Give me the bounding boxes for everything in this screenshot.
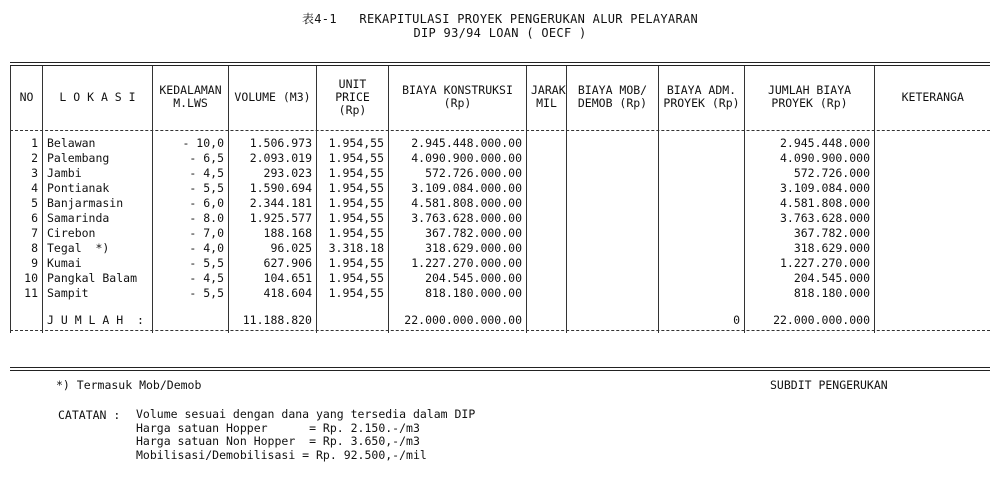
cell-no: 2 bbox=[11, 151, 43, 166]
cell-unit-price: 1.954,55 bbox=[317, 136, 389, 151]
cell-no: 11 bbox=[11, 286, 43, 301]
table-row bbox=[11, 181, 991, 196]
cell-lokasi: Palembang bbox=[43, 151, 153, 166]
cell-biaya-konstruksi: 204.545.000.00 bbox=[389, 271, 527, 286]
cell-keterangan bbox=[875, 226, 991, 241]
col-lokasi: L O K A S I bbox=[43, 66, 153, 128]
col-kedalaman: KEDALAMAN M.LWS bbox=[153, 66, 229, 128]
cell-volume: 2.093.019 bbox=[229, 151, 317, 166]
cell-unit-price: 1.954,55 bbox=[317, 256, 389, 271]
cell-biaya-mob bbox=[567, 241, 659, 256]
col-keterangan: KETERANGA bbox=[875, 66, 991, 128]
table-row bbox=[11, 271, 991, 286]
cell-unit-price: 1.954,55 bbox=[317, 166, 389, 181]
table-row bbox=[11, 256, 991, 271]
cell-kedalaman: - 4,5 bbox=[153, 271, 229, 286]
catatan-line: Harga satuan Hopper = Rp. 2.150.-/m3 bbox=[136, 420, 420, 435]
cell-no: 8 bbox=[11, 241, 43, 256]
bottom-double-rule bbox=[10, 367, 990, 371]
cell-biaya-konstruksi: 3.763.628.000.00 bbox=[389, 211, 527, 226]
table-number: 表4-1 bbox=[301, 12, 337, 26]
cell-biaya-mob bbox=[567, 301, 659, 333]
cell-biaya-mob bbox=[567, 151, 659, 166]
cell-kedalaman: - 7,0 bbox=[153, 226, 229, 241]
cell-unit-price: 1.954,55 bbox=[317, 226, 389, 241]
cell-no: 6 bbox=[11, 211, 43, 226]
cell-biaya-konstruksi: 2.945.448.000.00 bbox=[389, 136, 527, 151]
cell-jarak bbox=[527, 271, 567, 286]
cell-biaya-mob bbox=[567, 196, 659, 211]
cell-jarak bbox=[527, 181, 567, 196]
cell-jumlah-biaya: 367.782.000 bbox=[745, 226, 875, 241]
cell-biaya-mob bbox=[567, 286, 659, 301]
col-no: NO bbox=[11, 66, 43, 128]
cell-keterangan bbox=[875, 271, 991, 286]
cell-unit-price: 3.318.18 bbox=[317, 241, 389, 256]
cell-no: 7 bbox=[11, 226, 43, 241]
cell-unit-price bbox=[317, 301, 389, 333]
cell-jarak bbox=[527, 211, 567, 226]
cell-kedalaman: - 10,0 bbox=[153, 136, 229, 151]
col-volume: VOLUME (M3) bbox=[229, 66, 317, 128]
table-row bbox=[11, 226, 991, 241]
col-unit-price: UNIT PRICE (Rp) bbox=[317, 66, 389, 128]
cell-jarak bbox=[527, 196, 567, 211]
document-subtitle: DIP 93/94 LOAN ( OECF ) bbox=[413, 26, 587, 40]
cell-biaya-konstruksi: 4.090.900.000.00 bbox=[389, 151, 527, 166]
cell-biaya-adm bbox=[659, 256, 745, 271]
col-biaya-adm: BIAYA ADM. PROYEK (Rp) bbox=[659, 66, 745, 128]
catatan-line: Mobilisasi/Demobilisasi = Rp. 92.500,-/mil bbox=[136, 447, 427, 462]
col-biaya-konstruksi: BIAYA KONSTRUKSI (Rp) bbox=[389, 66, 527, 128]
cell-kedalaman: - 5,5 bbox=[153, 286, 229, 301]
cell-keterangan bbox=[875, 166, 991, 181]
cell-biaya-adm bbox=[659, 196, 745, 211]
catatan-line: Volume sesuai dengan dana yang tersedia dalam DIP bbox=[136, 407, 476, 421]
total-jumlah-biaya: 22.000.000.000 bbox=[745, 301, 875, 333]
title-text: REKAPITULASI PROYEK PENGERUKAN ALUR PELAYARAN bbox=[359, 12, 699, 26]
cell-biaya-konstruksi: 318.629.000.00 bbox=[389, 241, 527, 256]
cell-jumlah-biaya: 572.726.000 bbox=[745, 166, 875, 181]
cell-jarak bbox=[527, 241, 567, 256]
col-jumlah-biaya: JUMLAH BIAYA PROYEK (Rp) bbox=[745, 66, 875, 128]
cell-kedalaman: - 5,5 bbox=[153, 256, 229, 271]
cell-kedalaman bbox=[153, 301, 229, 333]
cell-kedalaman: - 6,0 bbox=[153, 196, 229, 211]
cell-unit-price: 1.954,55 bbox=[317, 211, 389, 226]
cell-volume: 2.344.181 bbox=[229, 196, 317, 211]
table-row bbox=[11, 196, 991, 211]
cell-unit-price: 1.954,55 bbox=[317, 151, 389, 166]
cell-biaya-konstruksi: 367.782.000.00 bbox=[389, 226, 527, 241]
cell-biaya-mob bbox=[567, 136, 659, 151]
col-jarak: JARAK MIL bbox=[527, 66, 567, 128]
cell-volume: 627.906 bbox=[229, 256, 317, 271]
cell-lokasi: Samarinda bbox=[43, 211, 153, 226]
cell-no: 5 bbox=[11, 196, 43, 211]
subdit-signature: SUBDIT PENGERUKAN bbox=[770, 378, 888, 392]
cell-lokasi: Banjarmasin bbox=[43, 196, 153, 211]
cell-lokasi: Tegal *) bbox=[43, 241, 153, 256]
table-row bbox=[11, 151, 991, 166]
cell-keterangan bbox=[875, 136, 991, 151]
cell-volume: 1.925.577 bbox=[229, 211, 317, 226]
table-row bbox=[11, 286, 991, 301]
cell-volume: 418.604 bbox=[229, 286, 317, 301]
catatan-line: Harga satuan Non Hopper = Rp. 3.650,-/m3 bbox=[136, 434, 420, 448]
col-biaya-mob: BIAYA MOB/ DEMOB (Rp) bbox=[567, 66, 659, 128]
table-row bbox=[11, 241, 991, 256]
cell-biaya-mob bbox=[567, 181, 659, 196]
cell-lokasi: Belawan bbox=[43, 136, 153, 151]
cell-unit-price: 1.954,55 bbox=[317, 181, 389, 196]
cell-jumlah-biaya: 204.545.000 bbox=[745, 271, 875, 286]
cell-volume: 1.506.973 bbox=[229, 136, 317, 151]
cell-biaya-konstruksi: 3.109.084.000.00 bbox=[389, 181, 527, 196]
cell-jarak bbox=[527, 301, 567, 333]
cell-biaya-adm bbox=[659, 211, 745, 226]
cell-jumlah-biaya: 3.109.084.000 bbox=[745, 181, 875, 196]
cell-kedalaman: - 8.0 bbox=[153, 211, 229, 226]
cell-jumlah-biaya: 2.945.448.000 bbox=[745, 136, 875, 151]
footnote: *) Termasuk Mob/Demob bbox=[56, 378, 202, 392]
cell-biaya-mob bbox=[567, 271, 659, 286]
cell-biaya-adm bbox=[659, 286, 745, 301]
cell-keterangan bbox=[875, 181, 991, 196]
cell-biaya-mob bbox=[567, 256, 659, 271]
cell-unit-price: 1.954,55 bbox=[317, 271, 389, 286]
cell-biaya-konstruksi: 818.180.000.00 bbox=[389, 286, 527, 301]
cell-jumlah-biaya: 4.090.900.000 bbox=[745, 151, 875, 166]
cell-biaya-adm bbox=[659, 226, 745, 241]
cell-lokasi: Kumai bbox=[43, 256, 153, 271]
cell-keterangan bbox=[875, 301, 991, 333]
cell-kedalaman: - 4,5 bbox=[153, 166, 229, 181]
document-title bbox=[0, 10, 1000, 27]
spacer-row bbox=[11, 128, 991, 136]
total-row bbox=[11, 301, 991, 333]
cell-biaya-konstruksi: 4.581.808.000.00 bbox=[389, 196, 527, 211]
total-biaya-konstruksi: 22.000.000.000.00 bbox=[389, 301, 527, 333]
cell-jumlah-biaya: 318.629.000 bbox=[745, 241, 875, 256]
cell-jumlah-biaya: 1.227.270.000 bbox=[745, 256, 875, 271]
cell-biaya-adm bbox=[659, 271, 745, 286]
cell-jarak bbox=[527, 256, 567, 271]
cell-biaya-adm bbox=[659, 166, 745, 181]
cell-volume: 188.168 bbox=[229, 226, 317, 241]
cell-jumlah-biaya: 3.763.628.000 bbox=[745, 211, 875, 226]
cell-kedalaman: - 5,5 bbox=[153, 181, 229, 196]
cell-keterangan bbox=[875, 241, 991, 256]
cell-jumlah-biaya: 818.180.000 bbox=[745, 286, 875, 301]
cell-lokasi: Cirebon bbox=[43, 226, 153, 241]
cell-kedalaman: - 4,0 bbox=[153, 241, 229, 256]
cell-lokasi: Jambi bbox=[43, 166, 153, 181]
cell-biaya-mob bbox=[567, 166, 659, 181]
cell-no: 1 bbox=[11, 136, 43, 151]
cell-jarak bbox=[527, 226, 567, 241]
cell-biaya-adm bbox=[659, 181, 745, 196]
cell-unit-price: 1.954,55 bbox=[317, 196, 389, 211]
table-header-row bbox=[11, 66, 991, 128]
cell-keterangan bbox=[875, 196, 991, 211]
cell-lokasi: Pangkal Balam bbox=[43, 271, 153, 286]
recap-table bbox=[10, 66, 991, 333]
cell-lokasi: Pontianak bbox=[43, 181, 153, 196]
cell-no: 10 bbox=[11, 271, 43, 286]
cell-unit-price: 1.954,55 bbox=[317, 286, 389, 301]
cell-volume: 1.590.694 bbox=[229, 181, 317, 196]
cell-jarak bbox=[527, 166, 567, 181]
cell-keterangan bbox=[875, 211, 991, 226]
cell-biaya-mob bbox=[567, 211, 659, 226]
total-biaya-adm: 0 bbox=[659, 301, 745, 333]
cell-biaya-adm bbox=[659, 151, 745, 166]
cell-biaya-mob bbox=[567, 226, 659, 241]
cell-kedalaman: - 6,5 bbox=[153, 151, 229, 166]
cell-lokasi: Sampit bbox=[43, 286, 153, 301]
cell-keterangan bbox=[875, 286, 991, 301]
catatan-lines bbox=[136, 408, 475, 462]
cell-biaya-adm bbox=[659, 241, 745, 256]
cell-jarak bbox=[527, 151, 567, 166]
table-row bbox=[11, 211, 991, 226]
cell-no: 3 bbox=[11, 166, 43, 181]
catatan-label: CATATAN : bbox=[58, 408, 121, 422]
table-row bbox=[11, 166, 991, 181]
cell-biaya-konstruksi: 1.227.270.000.00 bbox=[389, 256, 527, 271]
cell-volume: 96.025 bbox=[229, 241, 317, 256]
cell-no: 4 bbox=[11, 181, 43, 196]
cell-volume: 104.651 bbox=[229, 271, 317, 286]
cell-keterangan bbox=[875, 256, 991, 271]
cell-jarak bbox=[527, 136, 567, 151]
cell-keterangan bbox=[875, 151, 991, 166]
cell-jarak bbox=[527, 286, 567, 301]
cell-volume: 293.023 bbox=[229, 166, 317, 181]
table-row bbox=[11, 136, 991, 151]
cell-biaya-adm bbox=[659, 136, 745, 151]
cell-biaya-konstruksi: 572.726.000.00 bbox=[389, 166, 527, 181]
total-label: J U M L A H : bbox=[43, 301, 153, 333]
cell-no: 9 bbox=[11, 256, 43, 271]
cell-jumlah-biaya: 4.581.808.000 bbox=[745, 196, 875, 211]
cell-no bbox=[11, 301, 43, 333]
total-volume: 11.188.820 bbox=[229, 301, 317, 333]
